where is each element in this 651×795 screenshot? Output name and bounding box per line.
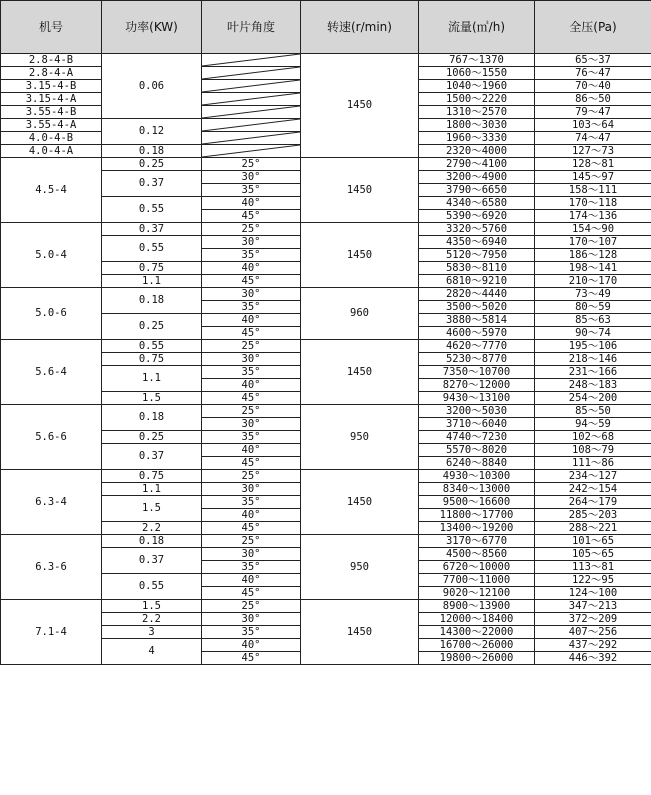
blade-angle-cell: 35° xyxy=(202,249,301,262)
blade-angle-cell: 45° xyxy=(202,275,301,288)
flow-cell: 1310～2570 xyxy=(419,106,535,119)
table-row xyxy=(1,405,651,418)
blade-angle-cell: 45° xyxy=(202,522,301,535)
blade-angle-cell: 40° xyxy=(202,197,301,210)
power-cell: 1.1 xyxy=(102,275,202,288)
flow-cell: 6240～8840 xyxy=(419,457,535,470)
pressure-cell: 285～203 xyxy=(535,509,651,522)
power-cell: 0.18 xyxy=(102,145,202,158)
model-cell: 3.15-4-B xyxy=(1,80,102,93)
flow-cell: 4600～5970 xyxy=(419,327,535,340)
blade-angle-hatch xyxy=(202,93,301,106)
power-cell: 0.18 xyxy=(102,288,202,314)
flow-cell: 6720～10000 xyxy=(419,561,535,574)
header-row xyxy=(1,1,651,54)
blade-angle-cell: 40° xyxy=(202,574,301,587)
flow-cell: 5570～8020 xyxy=(419,444,535,457)
blade-angle-cell: 35° xyxy=(202,561,301,574)
model-cell: 4.0-4-B xyxy=(1,132,102,145)
flow-cell: 19800～26000 xyxy=(419,652,535,665)
blade-angle-cell: 30° xyxy=(202,548,301,561)
flow-cell: 9430～13100 xyxy=(419,392,535,405)
speed-cell: 960 xyxy=(301,288,419,340)
blade-angle-cell: 30° xyxy=(202,353,301,366)
power-cell: 0.06 xyxy=(102,54,202,119)
flow-cell: 4930～10300 xyxy=(419,470,535,483)
power-cell: 0.55 xyxy=(102,236,202,262)
pressure-cell: 174～136 xyxy=(535,210,651,223)
power-cell: 0.37 xyxy=(102,548,202,574)
power-cell: 0.55 xyxy=(102,340,202,353)
power-cell: 1.1 xyxy=(102,366,202,392)
flow-cell: 5390～6920 xyxy=(419,210,535,223)
flow-cell: 8270～12000 xyxy=(419,379,535,392)
pressure-cell: 210～170 xyxy=(535,275,651,288)
pressure-cell: 446～392 xyxy=(535,652,651,665)
pressure-cell: 70～40 xyxy=(535,80,651,93)
pressure-cell: 242～154 xyxy=(535,483,651,496)
pressure-cell: 145～97 xyxy=(535,171,651,184)
model-cell: 5.0-4 xyxy=(1,223,102,288)
power-cell: 0.18 xyxy=(102,535,202,548)
pressure-cell: 154～90 xyxy=(535,223,651,236)
power-cell: 0.25 xyxy=(102,314,202,340)
flow-cell: 7700～11000 xyxy=(419,574,535,587)
pressure-cell: 248～183 xyxy=(535,379,651,392)
blade-angle-cell: 45° xyxy=(202,457,301,470)
blade-angle-cell: 30° xyxy=(202,171,301,184)
pressure-cell: 94～59 xyxy=(535,418,651,431)
pressure-cell: 80～59 xyxy=(535,301,651,314)
flow-cell: 2320～4000 xyxy=(419,145,535,158)
blade-angle-cell: 35° xyxy=(202,301,301,314)
pressure-cell: 218～146 xyxy=(535,353,651,366)
pressure-cell: 85～63 xyxy=(535,314,651,327)
model-cell: 3.55-4-A xyxy=(1,119,102,132)
blade-angle-cell: 45° xyxy=(202,210,301,223)
blade-angle-cell: 25° xyxy=(202,600,301,613)
power-cell: 4 xyxy=(102,639,202,665)
speed-cell: 1450 xyxy=(301,223,419,288)
pressure-cell: 101～65 xyxy=(535,535,651,548)
flow-cell: 4740～7230 xyxy=(419,431,535,444)
blade-angle-cell: 25° xyxy=(202,470,301,483)
blade-angle-cell: 40° xyxy=(202,262,301,275)
table-row xyxy=(1,340,651,353)
pressure-cell: 231～166 xyxy=(535,366,651,379)
model-cell: 4.5-4 xyxy=(1,158,102,223)
blade-angle-hatch xyxy=(202,106,301,119)
header-flow: 流量(㎥/h) xyxy=(419,1,535,54)
flow-cell: 6810～9210 xyxy=(419,275,535,288)
pressure-cell: 105～65 xyxy=(535,548,651,561)
pressure-cell: 186～128 xyxy=(535,249,651,262)
power-cell: 0.75 xyxy=(102,470,202,483)
pressure-cell: 198～141 xyxy=(535,262,651,275)
model-cell: 6.3-4 xyxy=(1,470,102,535)
table-row xyxy=(1,223,651,236)
flow-cell: 8340～13000 xyxy=(419,483,535,496)
blade-angle-hatch xyxy=(202,145,301,158)
table-row xyxy=(1,600,651,613)
table-row xyxy=(1,54,651,67)
header-blade-angle: 叶片角度 xyxy=(202,1,301,54)
model-cell: 5.6-4 xyxy=(1,340,102,405)
flow-cell: 1500～2220 xyxy=(419,93,535,106)
hatch-pattern xyxy=(202,54,300,66)
power-cell: 1.5 xyxy=(102,496,202,522)
pressure-cell: 108～79 xyxy=(535,444,651,457)
flow-cell: 13400～19200 xyxy=(419,522,535,535)
pressure-cell: 90～74 xyxy=(535,327,651,340)
model-cell: 7.1-4 xyxy=(1,600,102,665)
power-cell: 0.12 xyxy=(102,119,202,145)
flow-cell: 4350～6940 xyxy=(419,236,535,249)
power-cell: 0.75 xyxy=(102,262,202,275)
model-cell: 5.6-6 xyxy=(1,405,102,470)
blade-angle-cell: 45° xyxy=(202,652,301,665)
power-cell: 0.25 xyxy=(102,158,202,171)
power-cell: 1.5 xyxy=(102,392,202,405)
speed-cell: 950 xyxy=(301,405,419,470)
blade-angle-cell: 25° xyxy=(202,405,301,418)
power-cell: 0.55 xyxy=(102,197,202,223)
blade-angle-cell: 30° xyxy=(202,483,301,496)
pressure-cell: 127～73 xyxy=(535,145,651,158)
power-cell: 0.37 xyxy=(102,223,202,236)
power-cell: 2.2 xyxy=(102,522,202,535)
flow-cell: 5830～8110 xyxy=(419,262,535,275)
hatch-pattern xyxy=(202,119,300,131)
blade-angle-hatch xyxy=(202,67,301,80)
flow-cell: 9500～16600 xyxy=(419,496,535,509)
hatch-pattern xyxy=(202,132,300,144)
pressure-cell: 102～68 xyxy=(535,431,651,444)
blade-angle-cell: 25° xyxy=(202,340,301,353)
hatch-pattern xyxy=(202,145,300,157)
power-cell: 0.18 xyxy=(102,405,202,431)
speed-cell: 1450 xyxy=(301,470,419,535)
blade-angle-cell: 40° xyxy=(202,509,301,522)
blade-angle-cell: 45° xyxy=(202,327,301,340)
pressure-cell: 124～100 xyxy=(535,587,651,600)
pressure-cell: 111～86 xyxy=(535,457,651,470)
blade-angle-hatch xyxy=(202,80,301,93)
table-body xyxy=(1,54,651,665)
flow-cell: 16700～26000 xyxy=(419,639,535,652)
model-cell: 2.8-4-B xyxy=(1,54,102,67)
blade-angle-cell: 30° xyxy=(202,288,301,301)
pressure-cell: 288～221 xyxy=(535,522,651,535)
flow-cell: 4340～6580 xyxy=(419,197,535,210)
flow-cell: 1060～1550 xyxy=(419,67,535,80)
flow-cell: 4500～8560 xyxy=(419,548,535,561)
speed-cell: 1450 xyxy=(301,340,419,405)
flow-cell: 3500～5020 xyxy=(419,301,535,314)
hatch-pattern xyxy=(202,67,300,79)
pressure-cell: 437～292 xyxy=(535,639,651,652)
table-row xyxy=(1,288,651,301)
power-cell: 0.25 xyxy=(102,431,202,444)
blade-angle-cell: 45° xyxy=(202,587,301,600)
table-row xyxy=(1,470,651,483)
pressure-cell: 264～179 xyxy=(535,496,651,509)
model-cell: 5.0-6 xyxy=(1,288,102,340)
flow-cell: 9020～12100 xyxy=(419,587,535,600)
pressure-cell: 234～127 xyxy=(535,470,651,483)
flow-cell: 3170～6770 xyxy=(419,535,535,548)
blade-angle-cell: 30° xyxy=(202,418,301,431)
blade-angle-cell: 35° xyxy=(202,431,301,444)
pressure-cell: 85～50 xyxy=(535,405,651,418)
pressure-cell: 372～209 xyxy=(535,613,651,626)
blade-angle-cell: 40° xyxy=(202,444,301,457)
pressure-cell: 79～47 xyxy=(535,106,651,119)
power-cell: 1.1 xyxy=(102,483,202,496)
power-cell: 0.37 xyxy=(102,171,202,197)
flow-cell: 12000～18400 xyxy=(419,613,535,626)
model-cell: 3.15-4-A xyxy=(1,93,102,106)
model-cell: 4.0-4-A xyxy=(1,145,102,158)
hatch-pattern xyxy=(202,93,300,105)
pressure-cell: 407～256 xyxy=(535,626,651,639)
flow-cell: 2790～4100 xyxy=(419,158,535,171)
pressure-cell: 128～81 xyxy=(535,158,651,171)
flow-cell: 11800～17700 xyxy=(419,509,535,522)
pressure-cell: 76～47 xyxy=(535,67,651,80)
flow-cell: 3710～6040 xyxy=(419,418,535,431)
pressure-cell: 254～200 xyxy=(535,392,651,405)
power-cell: 0.37 xyxy=(102,444,202,470)
power-cell: 0.55 xyxy=(102,574,202,600)
blade-angle-cell: 30° xyxy=(202,236,301,249)
blade-angle-cell: 45° xyxy=(202,392,301,405)
blade-angle-hatch xyxy=(202,54,301,67)
table-row xyxy=(1,158,651,171)
power-cell: 0.75 xyxy=(102,353,202,366)
flow-cell: 8900～13900 xyxy=(419,600,535,613)
blade-angle-hatch xyxy=(202,119,301,132)
speed-cell: 1450 xyxy=(301,54,419,158)
flow-cell: 3790～6650 xyxy=(419,184,535,197)
flow-cell: 3200～5030 xyxy=(419,405,535,418)
power-cell: 1.5 xyxy=(102,600,202,613)
flow-cell: 7350～10700 xyxy=(419,366,535,379)
pressure-cell: 74～47 xyxy=(535,132,651,145)
model-cell: 3.55-4-B xyxy=(1,106,102,119)
blade-angle-cell: 25° xyxy=(202,158,301,171)
speed-cell: 950 xyxy=(301,535,419,600)
blade-angle-cell: 35° xyxy=(202,366,301,379)
blade-angle-cell: 40° xyxy=(202,379,301,392)
flow-cell: 2820～4440 xyxy=(419,288,535,301)
pressure-cell: 195～106 xyxy=(535,340,651,353)
model-cell: 2.8-4-A xyxy=(1,67,102,80)
hatch-pattern xyxy=(202,106,300,118)
speed-cell: 1450 xyxy=(301,600,419,665)
power-cell: 2.2 xyxy=(102,613,202,626)
flow-cell: 1040～1960 xyxy=(419,80,535,93)
speed-cell: 1450 xyxy=(301,158,419,223)
blade-angle-cell: 25° xyxy=(202,535,301,548)
blade-angle-cell: 35° xyxy=(202,496,301,509)
header-power: 功率(KW) xyxy=(102,1,202,54)
flow-cell: 14300～22000 xyxy=(419,626,535,639)
header-model: 机号 xyxy=(1,1,102,54)
blade-angle-cell: 35° xyxy=(202,626,301,639)
pressure-cell: 122～95 xyxy=(535,574,651,587)
flow-cell: 4620～7770 xyxy=(419,340,535,353)
blade-angle-cell: 40° xyxy=(202,639,301,652)
pressure-cell: 103～64 xyxy=(535,119,651,132)
flow-cell: 5120～7950 xyxy=(419,249,535,262)
blade-angle-cell: 25° xyxy=(202,223,301,236)
blade-angle-hatch xyxy=(202,132,301,145)
hatch-pattern xyxy=(202,80,300,92)
flow-cell: 3880～5814 xyxy=(419,314,535,327)
flow-cell: 3320～5760 xyxy=(419,223,535,236)
pressure-cell: 158～111 xyxy=(535,184,651,197)
flow-cell: 1800～3030 xyxy=(419,119,535,132)
header-speed: 转速(r/min) xyxy=(301,1,419,54)
power-cell: 3 xyxy=(102,626,202,639)
pressure-cell: 86～50 xyxy=(535,93,651,106)
header-pressure: 全压(Pa) xyxy=(535,1,651,54)
blade-angle-cell: 30° xyxy=(202,613,301,626)
flow-cell: 3200～4900 xyxy=(419,171,535,184)
model-cell: 6.3-6 xyxy=(1,535,102,600)
pressure-cell: 347～213 xyxy=(535,600,651,613)
pressure-cell: 113～81 xyxy=(535,561,651,574)
flow-cell: 1960～3330 xyxy=(419,132,535,145)
pressure-cell: 170～107 xyxy=(535,236,651,249)
pressure-cell: 170～118 xyxy=(535,197,651,210)
blade-angle-cell: 35° xyxy=(202,184,301,197)
flow-cell: 5230～8770 xyxy=(419,353,535,366)
pressure-cell: 65～37 xyxy=(535,54,651,67)
pressure-cell: 73～49 xyxy=(535,288,651,301)
table-row xyxy=(1,535,651,548)
flow-cell: 767～1370 xyxy=(419,54,535,67)
blade-angle-cell: 40° xyxy=(202,314,301,327)
